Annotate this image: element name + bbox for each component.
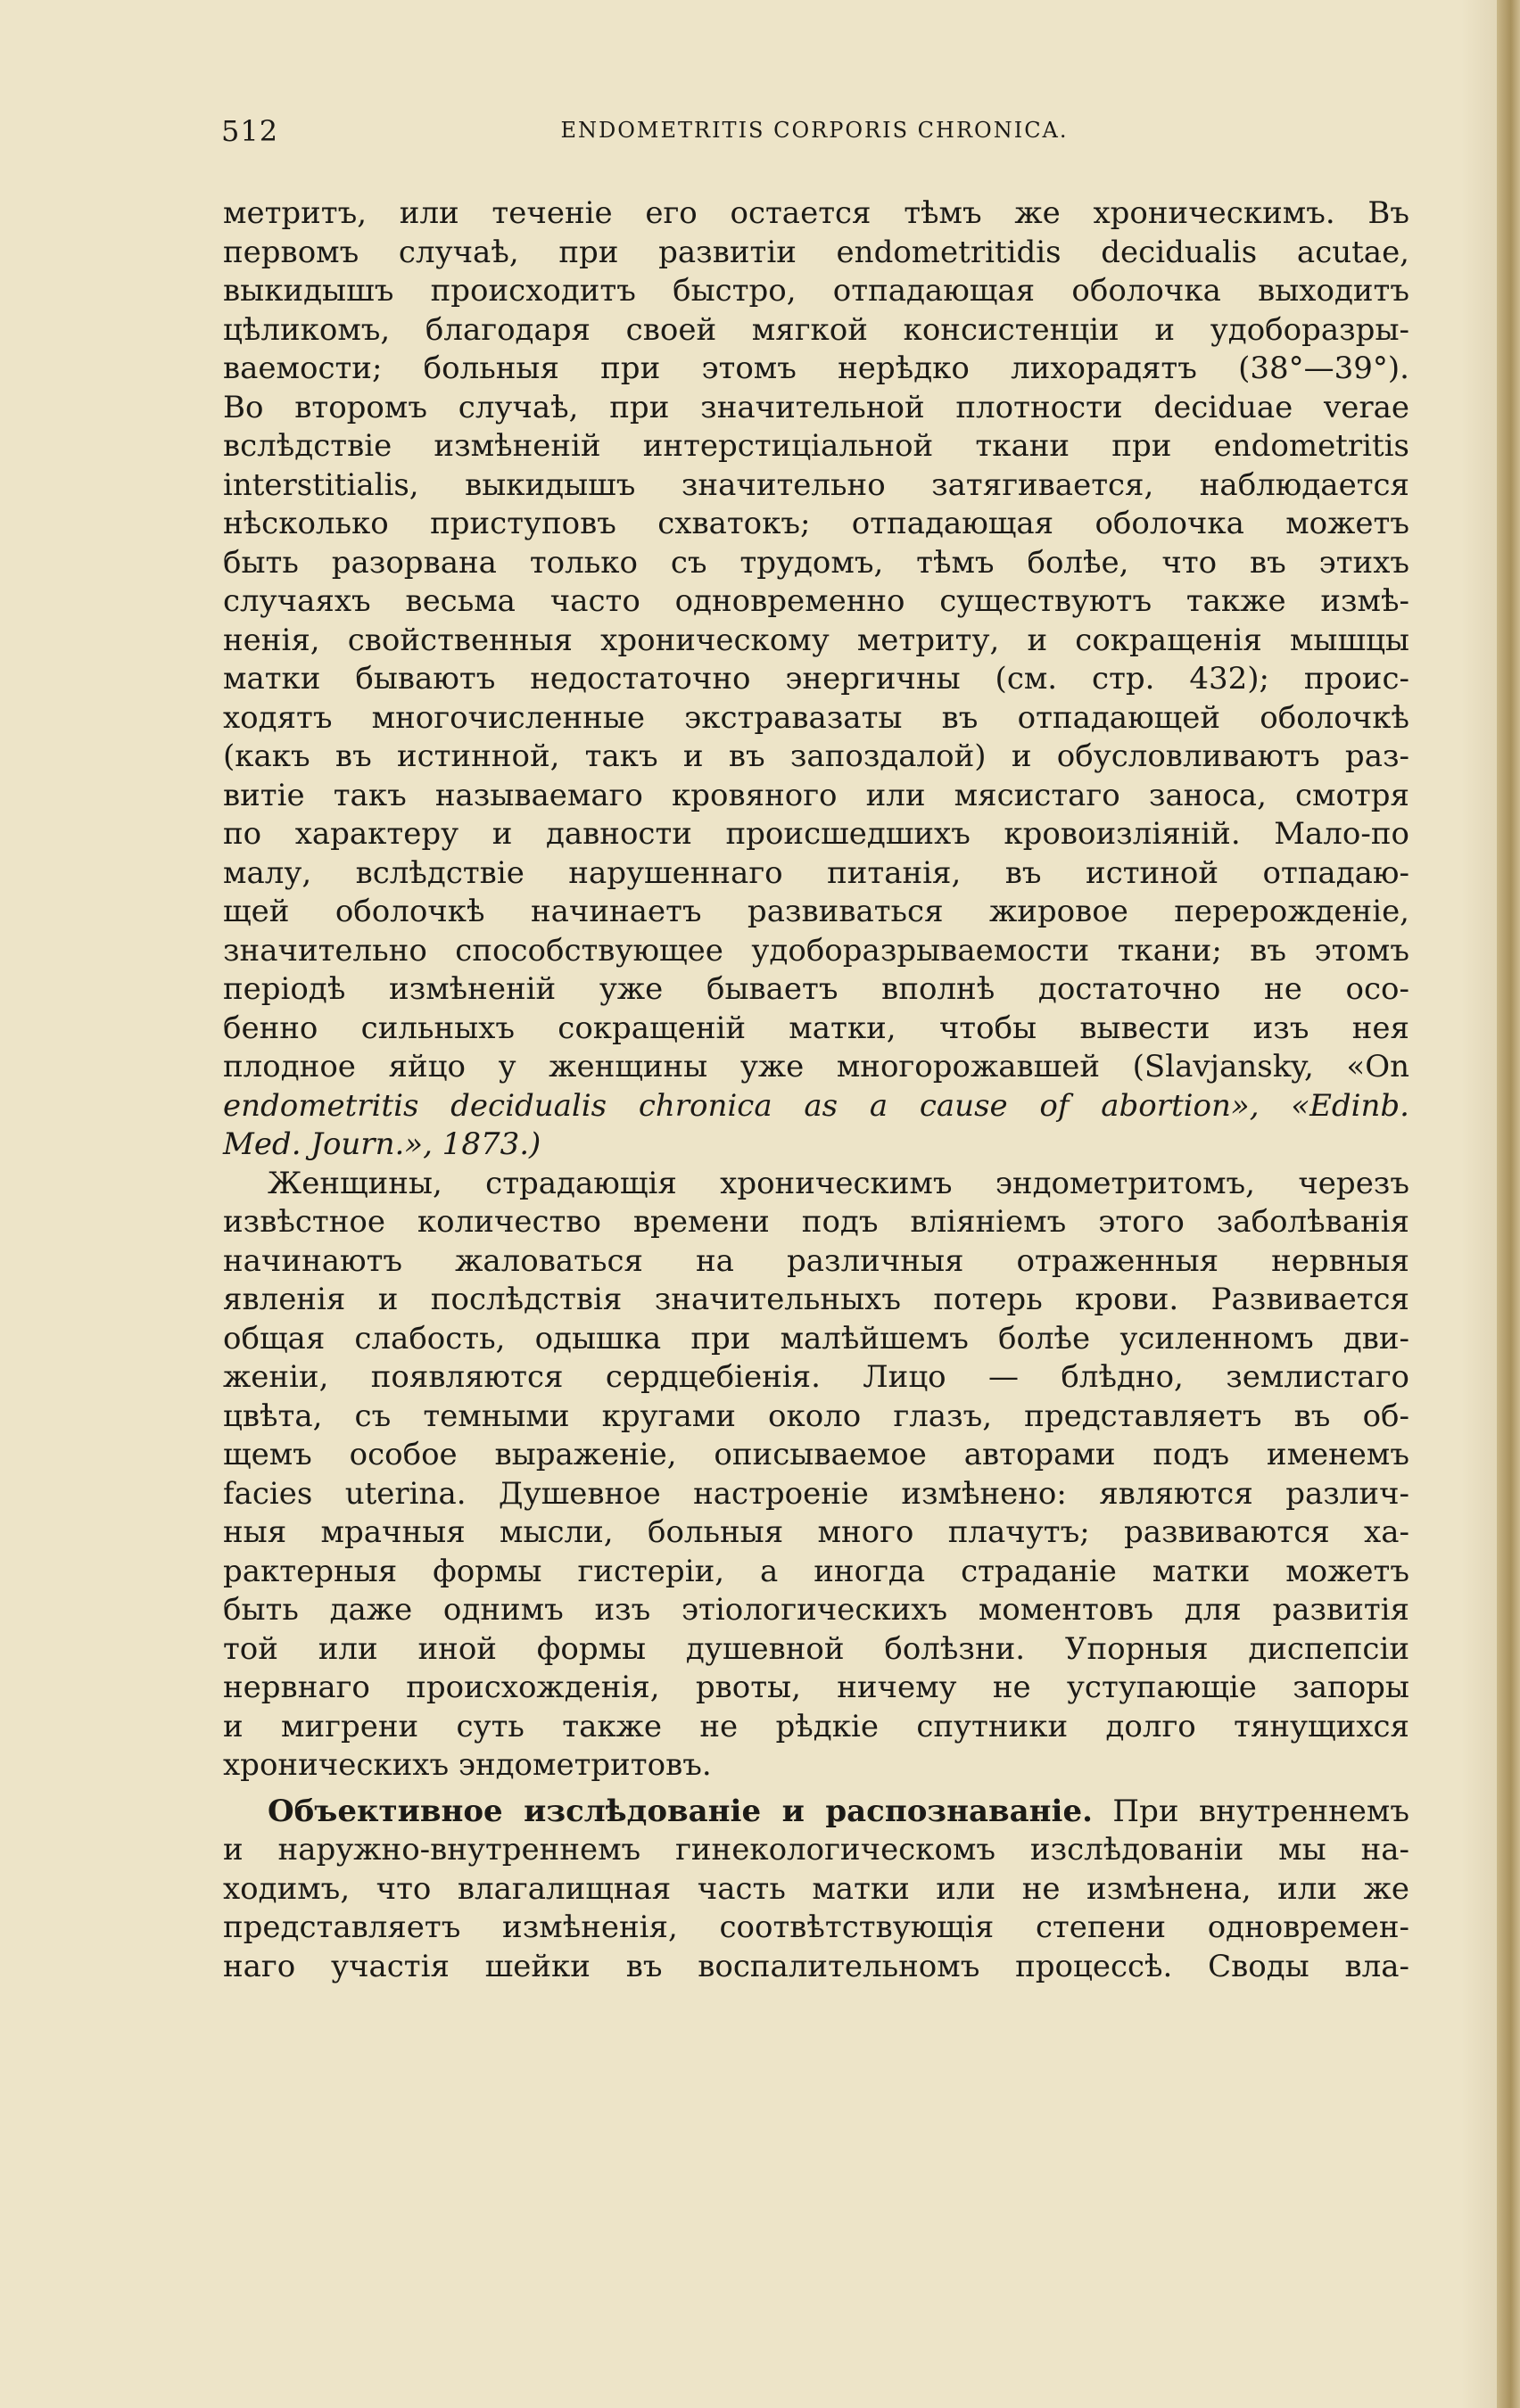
text-line: щемъ особое выраженіе, описываемое авторами подъ именемъ — [223, 1437, 1409, 1472]
text-line: вслѣдствіе измѣненій интерстиціальной ткани при endometritis — [223, 428, 1409, 464]
text-line: ходятъ многочисленные экстравазаты въ отпадающей оболочкѣ — [223, 699, 1409, 736]
text-line: щей оболочкѣ начинаетъ развиваться жировое перерожденіе, — [223, 894, 1409, 929]
text-line: плодное яйцо у женщины уже многорожавшей (Slavjansky, «On — [223, 1049, 1409, 1084]
paragraph-3 — [223, 1793, 1409, 1987]
text-line: цвѣта, съ темными кругами около глазъ, представляетъ въ об- — [223, 1398, 1409, 1434]
text-line: ныя мрачныя мысли, больныя много плачутъ; развиваются ха- — [223, 1514, 1409, 1550]
text-line: ненія, свойственныя хроническому метриту, и сокращенія мышцы — [223, 622, 1409, 658]
text-line: начинаютъ жаловаться на различныя отраженныя нервныя — [223, 1242, 1409, 1279]
text-line: Во второмъ случаѣ, при значительной плотности deciduae verae — [223, 389, 1409, 425]
text-line: (какъ въ истинной, такъ и въ запоздалой) и обусловливаютъ раз- — [223, 738, 1409, 774]
citation-line: endometritis decidualis chronica as a cause of abortion», «Edinb. — [223, 1087, 1409, 1124]
paragraph-1 — [223, 194, 1409, 1165]
text-line: метритъ, или теченіе его остается тѣмъ же хроническимъ. Въ — [223, 195, 1409, 231]
text-line: рактерныя формы гистеріи, а иногда страданіе матки можетъ — [223, 1553, 1409, 1589]
citation-line: Med. Journ.», 1873.) — [223, 1126, 541, 1162]
text-line: періодѣ измѣненій уже бываетъ вполнѣ достаточно не осо- — [223, 971, 1409, 1007]
text-line: и наружно-внутреннемъ гинекологическомъ изслѣдованіи мы на- — [223, 1832, 1409, 1868]
text-line: нервнаго происхожденія, рвоты, ничему не уступающіе запоры — [223, 1670, 1409, 1705]
section-first-line — [223, 1793, 1409, 1832]
text-line: нѣсколько приступовъ схватокъ; отпадающая оболочка можетъ — [223, 506, 1409, 541]
text-line: явленія и послѣдствія значительныхъ потерь крови. Развивается — [223, 1282, 1409, 1317]
text-line: женіи, появляются сердцебіенія. Лицо — блѣдно, землистаго — [223, 1359, 1409, 1395]
text-line: общая слабость, одышка при малѣйшемъ болѣе усиленномъ дви- — [223, 1320, 1409, 1357]
text-line: витіе такъ называемаго кровяного или мясистаго заноса, смотря — [223, 777, 1409, 813]
text-line: выкидышъ происходитъ быстро, отпадающая оболочка выходитъ — [223, 273, 1409, 309]
text-line: быть разорвана только съ трудомъ, тѣмъ болѣе, что въ этихъ — [223, 544, 1409, 581]
section-heading: Объективное изслѣдованіе и распознаваніе. — [268, 1793, 1093, 1829]
text-line: и мигрени суть также не рѣдкіе спутники долго тянущихся — [223, 1708, 1409, 1744]
text-line: случаяхъ весьма часто одновременно существуютъ также измѣ- — [223, 583, 1409, 619]
text-line: цѣликомъ, благодаря своей мягкой консистенціи и удоборазры- — [223, 311, 1409, 348]
text-line: бенно сильныхъ сокращеній матки, чтобы вывести изъ нея — [223, 1010, 1409, 1046]
text-line: ходимъ, что влагалищная часть матки или не измѣнена, или же — [223, 1870, 1409, 1907]
text-line: facies uterina. Душевное настроеніе измѣнено: являются различ- — [223, 1475, 1409, 1512]
text-line: той или иной формы душевной болѣзни. Упорныя диспепсіи — [223, 1630, 1409, 1667]
text-line: interstitialis, выкидышъ значительно затягивается, наблюдается — [223, 466, 1409, 503]
page-edge — [1497, 0, 1520, 2408]
page-shadow — [1461, 0, 1497, 2408]
text-line: хроническихъ эндометритовъ. — [223, 1747, 712, 1783]
text-line: по характеру и давности происшедшихъ кровоизліяній. Мало-по — [223, 816, 1409, 852]
running-title: ENDOMETRITIS CORPORIS CHRONICA. — [560, 118, 1069, 143]
page-number: 512 — [221, 114, 279, 148]
text-line: первомъ случаѣ, при развитіи endometritidis decidualis acutae, — [223, 234, 1409, 270]
text-line: представляетъ измѣненія, соотвѣтствующія степени одновремен- — [223, 1909, 1409, 1945]
text-line: ваемости; больныя при этомъ нерѣдко лихорадятъ (38°—39°). — [223, 350, 1409, 386]
text-line: Женщины, страдающія хроническимъ эндометритомъ, черезъ — [268, 1165, 1409, 1201]
text-line: наго участія шейки въ воспалительномъ процессѣ. Своды вла- — [223, 1948, 1409, 1984]
text-line: малу, вслѣдствіе нарушеннаго питанія, въ истиной отпадаю- — [223, 854, 1409, 891]
text-line: быть даже однимъ изъ этіологическихъ моментовъ для развитія — [223, 1592, 1409, 1628]
body-text — [223, 194, 1409, 1986]
text-line: извѣстное количество времени подъ вліяніемъ этого заболѣванія — [223, 1204, 1409, 1240]
paragraph-2 — [223, 1165, 1409, 1785]
paragraph-gap — [223, 1785, 1409, 1793]
text-line: значительно способствующее удоборазрываемости ткани; въ этомъ — [223, 932, 1409, 969]
text-line: матки бываютъ недостаточно энергичны (см. стр. 432); проис- — [223, 661, 1409, 697]
page-header — [221, 114, 1408, 150]
section-first-line-text: При внутреннемъ — [1092, 1793, 1409, 1829]
